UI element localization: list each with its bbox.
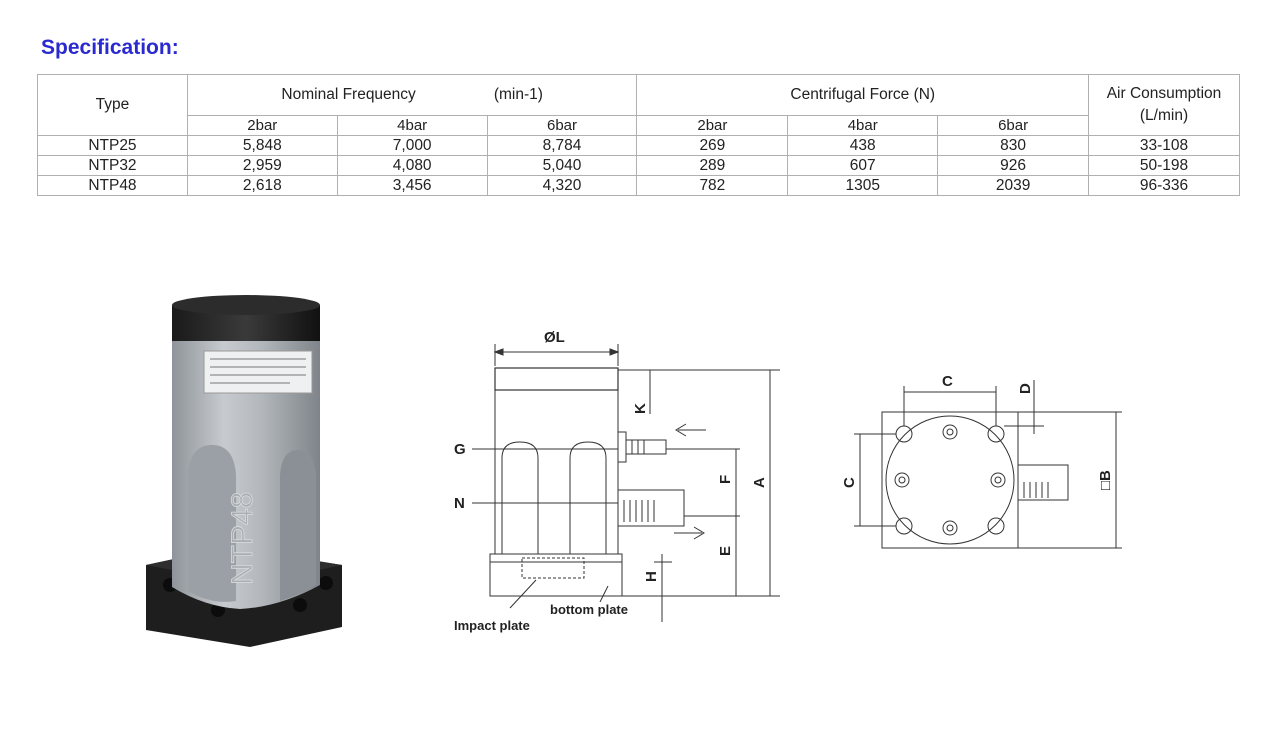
product-photo <box>130 285 360 655</box>
pressure-header: 6bar <box>487 116 637 136</box>
frequency-cell: 5,848 <box>187 136 337 156</box>
dim-label-E: E <box>717 545 734 556</box>
type-cell: NTP25 <box>38 136 188 156</box>
dim-label-N: N <box>454 495 465 512</box>
dim-label-F: F <box>717 474 734 484</box>
force-cell: 1305 <box>788 176 938 196</box>
pressure-header: 4bar <box>337 116 487 136</box>
frequency-cell: 4,320 <box>487 176 637 196</box>
pressure-header: 4bar <box>788 116 938 136</box>
frequency-cell: 4,080 <box>337 156 487 176</box>
frequency-cell: 7,000 <box>337 136 487 156</box>
air-cell: 33-108 <box>1089 136 1240 156</box>
dim-label-C-left: C <box>841 477 858 488</box>
dim-label-G: G <box>454 441 466 458</box>
side-dimension-diagram <box>440 318 800 648</box>
page-title: Specification: <box>41 36 179 59</box>
dim-label-A: A <box>751 477 768 488</box>
frequency-cell: 5,040 <box>487 156 637 176</box>
type-cell: NTP48 <box>38 176 188 196</box>
nominal-frequency-header: Nominal Frequency (min-1) <box>187 75 637 116</box>
frequency-cell: 3,456 <box>337 176 487 196</box>
pressure-header: 2bar <box>187 116 337 136</box>
force-cell: 289 <box>637 156 788 176</box>
pressure-header: 2bar <box>637 116 788 136</box>
dim-label-L: ØL <box>544 329 565 346</box>
table-row <box>38 156 1240 176</box>
air-consumption-header: Air Consumption (L/min) <box>1089 75 1240 136</box>
force-cell: 926 <box>938 156 1089 176</box>
table-row <box>38 176 1240 196</box>
top-dimension-diagram <box>830 360 1130 560</box>
pressure-header: 6bar <box>938 116 1089 136</box>
frequency-cell: 2,618 <box>187 176 337 196</box>
dim-label-C-top: C <box>942 373 953 390</box>
dim-label-B: □B <box>1097 470 1114 490</box>
frequency-cell: 8,784 <box>487 136 637 156</box>
force-cell: 830 <box>938 136 1089 156</box>
force-cell: 607 <box>788 156 938 176</box>
bottom-plate-label: bottom plate <box>550 602 628 617</box>
frequency-cell: 2,959 <box>187 156 337 176</box>
dim-label-K: K <box>632 403 649 414</box>
model-engraving: NTP48 <box>226 491 259 585</box>
centrifugal-force-header: Centrifugal Force (N) <box>637 75 1089 116</box>
dim-label-H: H <box>643 571 660 582</box>
force-cell: 782 <box>637 176 788 196</box>
type-cell: NTP32 <box>38 156 188 176</box>
specification-table <box>37 74 1240 196</box>
impact-plate-label: Impact plate <box>454 618 530 633</box>
air-cell: 96-336 <box>1089 176 1240 196</box>
force-cell: 438 <box>788 136 938 156</box>
air-cell: 50-198 <box>1089 156 1240 176</box>
dim-label-D: D <box>1017 383 1034 394</box>
force-cell: 2039 <box>938 176 1089 196</box>
force-cell: 269 <box>637 136 788 156</box>
table-row <box>38 136 1240 156</box>
type-header: Type <box>38 75 188 136</box>
